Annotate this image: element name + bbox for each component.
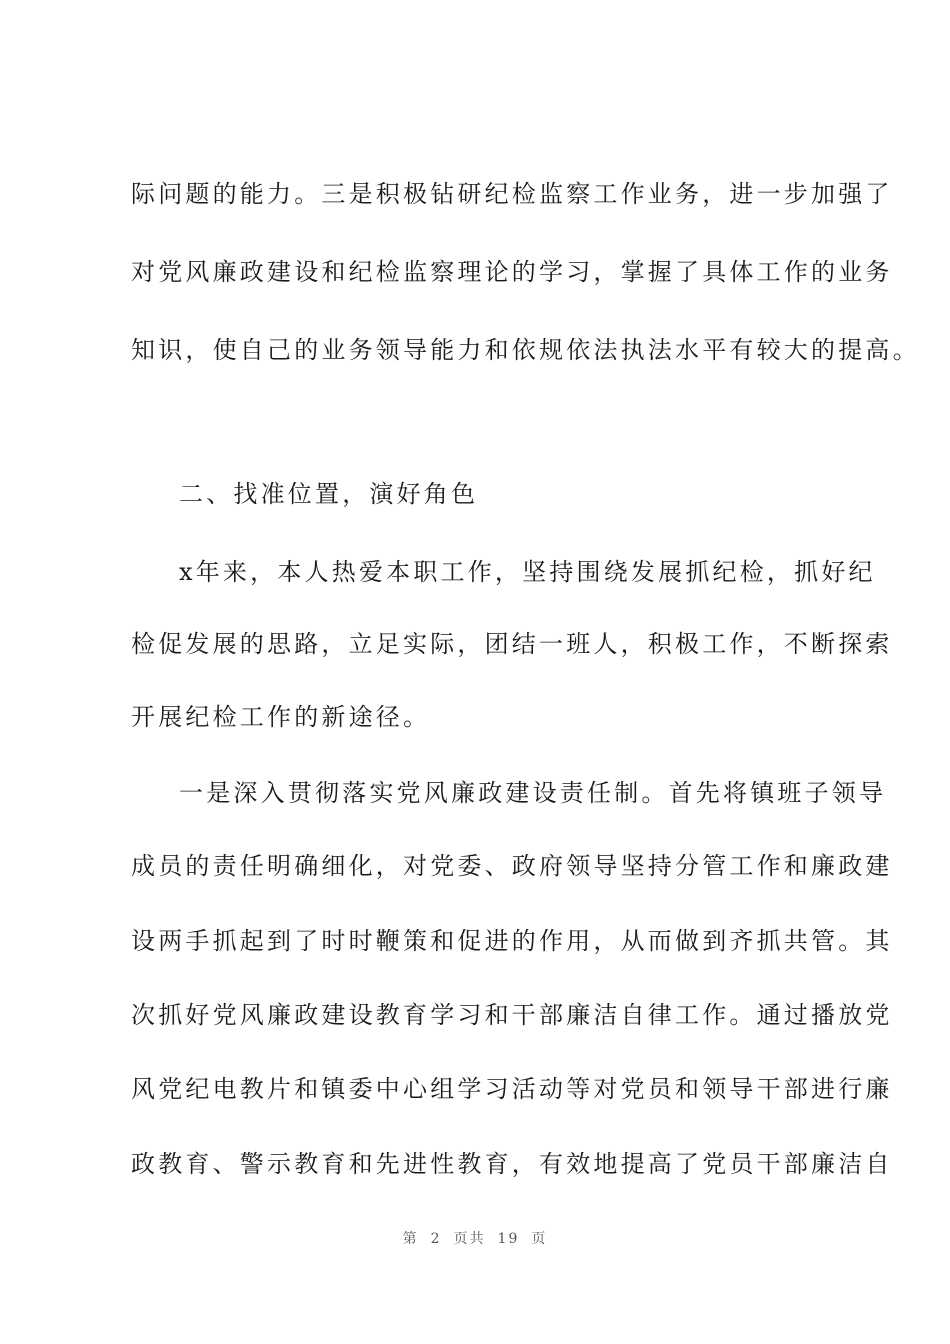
body-text-line: 一是深入贯彻落实党风廉政建设责任制。首先将镇班子领导 xyxy=(179,779,887,807)
total-pages-number: 19 xyxy=(497,1231,520,1247)
body-text-line: 政教育、警示教育和先进性教育，有效地提高了党员干部廉洁自 xyxy=(131,1150,893,1178)
footer-prefix: 第 xyxy=(402,1231,419,1247)
page-footer xyxy=(0,1228,950,1248)
body-text-line: 设两手抓起到了时时鞭策和促进的作用，从而做到齐抓共管。其 xyxy=(131,927,893,955)
footer-middle: 页共 xyxy=(453,1231,486,1247)
body-text-line: 开展纪检工作的新途径。 xyxy=(131,703,431,731)
body-text-line: 际问题的能力。三是积极钻研纪检监察工作业务，进一步加强了 xyxy=(131,180,893,208)
footer-suffix: 页 xyxy=(531,1231,548,1247)
body-text-line: 风党纪电教片和镇委中心组学习活动等对党员和领导干部进行廉 xyxy=(131,1075,893,1103)
body-text-line: 检促发展的思路，立足实际，团结一班人，积极工作，不断探索 xyxy=(131,630,893,658)
body-text-line: 次抓好党风廉政建设教育学习和干部廉洁自律工作。通过播放党 xyxy=(131,1001,893,1029)
body-text-line: 对党风廉政建设和纪检监察理论的学习，掌握了具体工作的业务 xyxy=(131,258,893,286)
section-heading: 二、找准位置，演好角色 xyxy=(179,480,479,508)
body-text-line: x年来，本人热爱本职工作，坚持围绕发展抓纪检，抓好纪 xyxy=(179,558,876,586)
current-page-number: 2 xyxy=(430,1231,442,1247)
body-text-line: 知识，使自己的业务领导能力和依规依法执法水平有较大的提高。 xyxy=(131,336,920,364)
body-text-line: 成员的责任明确细化，对党委、政府领导坚持分管工作和廉政建 xyxy=(131,852,893,880)
